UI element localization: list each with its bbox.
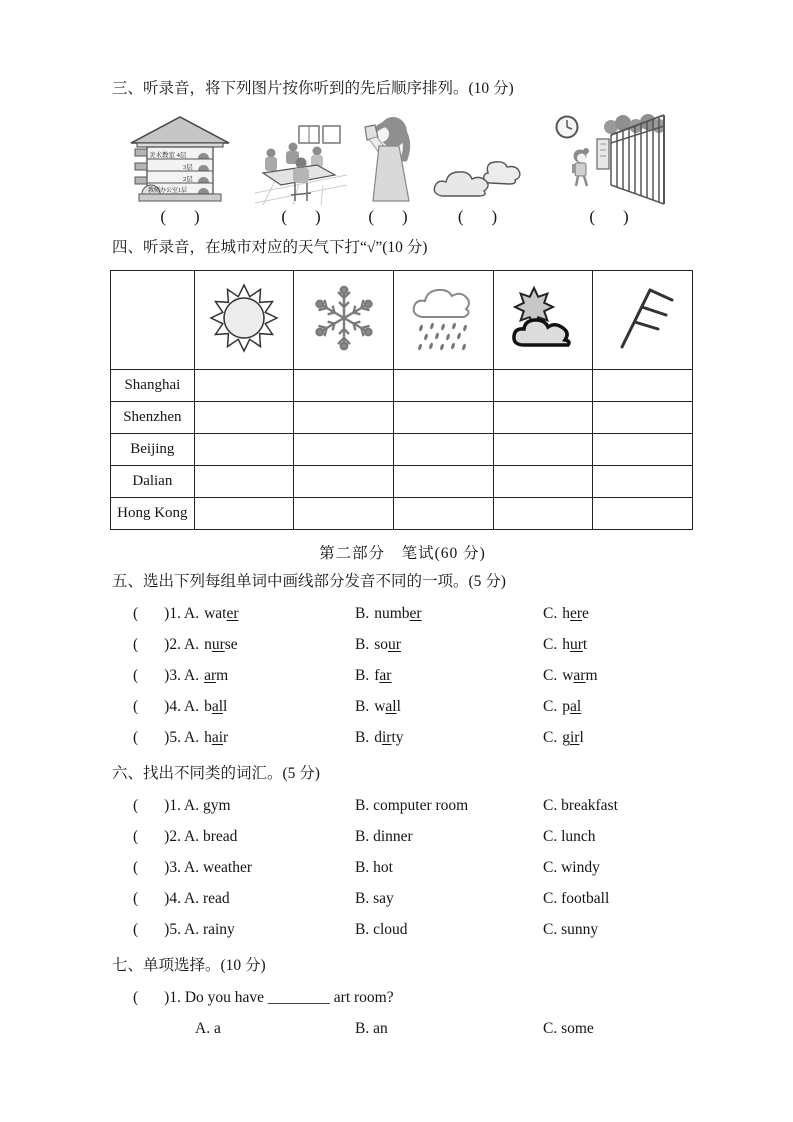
answer-paren[interactable]: ( [133,858,139,876]
option-a: A. rainy [184,920,235,938]
floor-label-4: 美术教室 4层 [149,152,187,159]
answer-cell[interactable] [394,370,494,402]
picture-school-gate [553,113,665,227]
picture-school-building [125,113,235,227]
option-c: C. here [543,604,589,622]
answer-cell[interactable] [394,434,494,466]
answer-paren[interactable]: ( [133,697,139,715]
answer-paren[interactable]: ( [133,635,139,653]
weather-snowy-cell [294,271,394,370]
option-b: B. wall [355,697,401,715]
answer-paren[interactable]: ( [133,988,139,1006]
answer-cell[interactable] [194,466,294,498]
answer-blank[interactable] [458,207,497,227]
section4-title: 四、听录音，在城市对应的天气下打“√”(10 分) [112,239,428,256]
question-text[interactable]: Do you have ________ art room? [184,988,394,1006]
option-b: B. dirty [355,728,404,746]
table-row-shanghai [111,370,693,402]
answer-cell[interactable] [593,498,693,530]
section3-pictures-row [125,113,693,227]
question-row: ( )5. A. hair B. dirty C. girl [133,722,693,753]
option-a: A. water [184,604,239,622]
wind-symbol-icon [608,281,678,355]
answer-blank[interactable] [589,207,628,227]
answer-cell[interactable] [194,370,294,402]
option-c: C. football [543,889,610,907]
paren-open: ( [457,207,464,226]
answer-cell[interactable] [593,370,693,402]
answer-cell[interactable] [493,498,593,530]
answer-cell[interactable] [493,370,593,402]
option-b: B. dinner [355,827,413,845]
part2-heading: 第二部分 笔试(60 分) [319,545,486,562]
answer-cell[interactable] [493,402,593,434]
answer-cell[interactable] [493,466,593,498]
answer-cell[interactable] [194,434,294,466]
paren-close: ) [623,207,629,226]
option-a: A. weather [184,858,252,876]
answer-paren[interactable]: ( [133,827,139,845]
section7-items [133,982,693,1044]
question-row: ( )2. A. bread B. dinner C. lunch [133,821,693,852]
section5-title: 五、选出下列每组单词中画线部分发音不同的一项。(5 分) [112,573,506,590]
empty-corner-cell [111,271,195,370]
picture-girl-drinking [355,113,421,227]
answer-blank[interactable] [368,207,407,227]
school-building-icon [125,113,235,205]
section3-title: 三、听录音，将下列图片按你听到的先后顺序排列。(10 分) [112,80,514,97]
paren-open: ( [368,207,374,226]
option-c: C. warm [543,666,598,684]
option-a: A. gym [184,796,231,814]
option-b: B. sour [355,635,401,653]
question-row: ( )3. A. arm B. far C. warm [133,660,693,691]
option-c: C. pal [543,697,582,715]
rain-cloud-icon [408,281,478,355]
school-gate-icon [553,113,665,205]
paren-close: ) [315,207,321,226]
option-b: B. computer room [355,796,469,814]
options-row [133,1013,693,1044]
weather-windy-cell [593,271,693,370]
sun-behind-cloud-icon [508,281,578,355]
answer-paren[interactable]: ( [133,604,139,622]
answer-cell[interactable] [194,402,294,434]
answer-cell[interactable] [593,466,693,498]
weather-table [110,270,693,530]
picture-clouds [430,155,525,227]
option-a: A. read [184,889,230,907]
section5-items [133,598,693,753]
weather-sunny-cell [194,271,294,370]
question-row: ( )4. A. ball B. wall C. pal [133,691,693,722]
clouds-icon [430,155,525,205]
answer-cell[interactable] [394,402,494,434]
paren-close: ) [402,207,408,226]
city-label: Dalian [111,466,195,498]
answer-cell[interactable] [194,498,294,530]
classroom-icon [255,123,347,205]
paren-open: ( [589,207,595,226]
question-row: ( )5. A. rainy B. cloud C. sunny [133,914,693,945]
option-c: C. breakfast [543,796,618,814]
option-a: A. arm [184,666,229,684]
option-a: A. a [195,1019,221,1037]
question-row: ( )1. A. water B. number C. here [133,598,693,629]
option-c: C. windy [543,858,600,876]
girl-drinking-icon [355,113,421,205]
answer-cell[interactable] [493,434,593,466]
table-row-shenzhen [111,402,693,434]
floor-label-2: 2层 [183,176,193,183]
paren-close: ) [491,207,498,226]
sun-icon [209,281,279,355]
option-c: C. hurt [543,635,588,653]
option-b: B. cloud [355,920,408,938]
question-row: ( )1. Do you have ________ art room? [133,988,394,1006]
answer-blank[interactable] [281,207,320,227]
answer-paren[interactable]: ( [133,796,139,814]
answer-cell[interactable] [294,466,394,498]
answer-cell[interactable] [294,434,394,466]
answer-cell[interactable] [294,498,394,530]
city-label: Shenzhen [111,402,195,434]
section6-items [133,790,693,945]
snowflake-icon [309,281,379,355]
answer-paren[interactable]: ( [133,728,139,746]
table-row-beijing [111,434,693,466]
option-a: A. bread [184,827,238,845]
question-row: ( )4. A. read B. say C. football [133,883,693,914]
answer-paren[interactable]: ( [133,889,139,907]
option-c: C. some [543,1019,594,1037]
option-a: A. ball [184,697,228,715]
question-row: ( )2. A. nurse B. sour C. hurt [133,629,693,660]
option-b: B. number [355,604,422,622]
answer-cell[interactable] [394,498,494,530]
answer-cell[interactable] [394,466,494,498]
paren-open: ( [160,207,166,226]
table-row-hongkong [111,498,693,530]
option-b: B. far [355,666,392,684]
answer-cell[interactable] [593,434,693,466]
section7-title: 七、单项选择。(10 分) [112,957,266,974]
option-a: A. nurse [184,635,238,653]
floor-label-1: 教师办公室1层 [148,188,188,194]
option-c: C. girl [543,728,584,746]
answer-cell[interactable] [593,402,693,434]
answer-paren[interactable]: ( [133,920,139,938]
answer-blank[interactable] [160,207,199,227]
answer-cell[interactable] [294,370,394,402]
paren-open: ( [281,207,287,226]
question-row: ( )3. A. weather B. hot C. windy [133,852,693,883]
option-b: B. an [355,1019,388,1037]
answer-paren[interactable]: ( [133,666,139,684]
question-row: ( )1. A. gym B. computer room C. breakfast [133,790,693,821]
option-b: B. hot [355,858,393,876]
weather-rainy-cell [394,271,494,370]
option-c: C. sunny [543,920,599,938]
weather-cloudy-cell [493,271,593,370]
table-row-dalian [111,466,693,498]
city-label: Hong Kong [111,498,195,530]
section6-title: 六、找出不同类的词汇。(5 分) [112,765,320,782]
floor-label-3: 3层 [183,164,193,171]
city-label: Beijing [111,434,195,466]
option-a: A. hair [184,728,229,746]
answer-cell[interactable] [294,402,394,434]
option-c: C. lunch [543,827,596,845]
option-b: B. say [355,889,394,907]
weather-table-header-row [111,271,693,370]
picture-classroom [255,123,347,227]
paren-close: ) [194,207,200,226]
city-label: Shanghai [111,370,195,402]
